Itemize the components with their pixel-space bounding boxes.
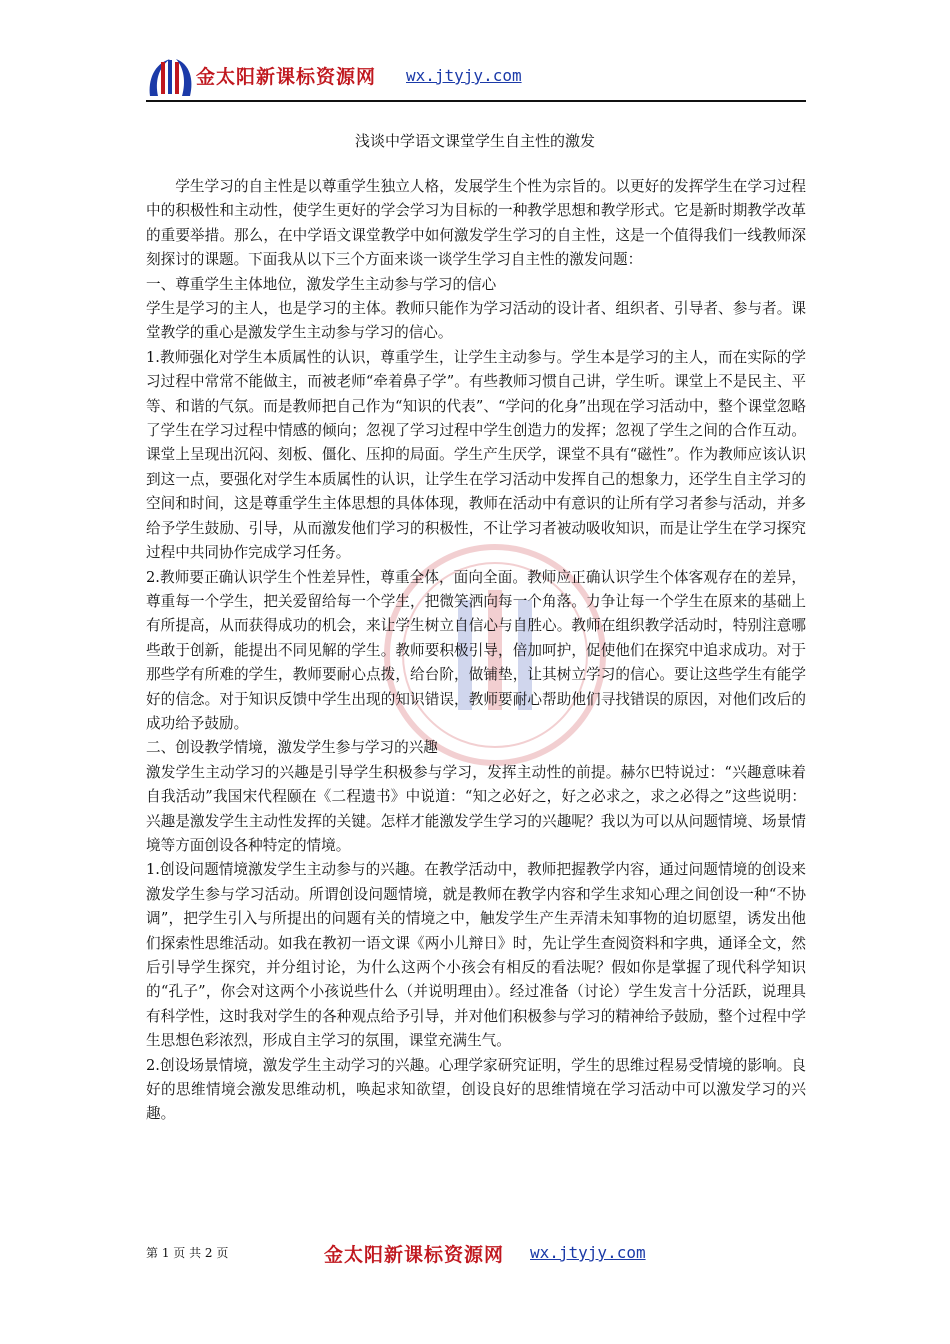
- page-footer: [146, 1238, 806, 1268]
- footer-brand-name: 金太阳新课标资源网: [324, 1244, 505, 1266]
- header-brand-name: 金太阳新课标资源网: [196, 66, 377, 88]
- document-body: [146, 175, 806, 1127]
- header-rule: [146, 100, 806, 102]
- body-paragraph: 激发学生主动学习的兴趣是引导学生积极参与学习，发挥主动性的前提。赫尔巴特说过：“兴趣意味着自我活动”我国宋代程颐在《二程遗书》中说道：“知之必好之，好之必求之，求之必得之”这些说明：兴趣是激发学生主动性发挥的关键。怎样才能激发学生学习的兴趣呢？我以为可以从问题情境、场景情境等方面创设各种特定的情境。: [146, 763, 806, 854]
- body-paragraph: 学生是学习的主人，也是学习的主体。教师只能作为学习活动的设计者、组织者、引导者、参与者。课堂教学的重心是激发学生主动参与学习的信心。: [146, 300, 806, 342]
- body-paragraph: 1.教师强化对学生本质属性的认识，尊重学生，让学生主动参与。学生本是学习的主人，而在实际的学习过程中常常不能做主，而被老师“牵着鼻子学”。有些教师习惯自己讲，学生听。课堂上不是民主、平等、和谐的气氛。而是教师把自己作为“知识的代表”、“学问的化身”出现在学习活动中，整个课堂忽略了学生在学习过程中情感的倾向；忽视了学习过程中学生创造力的发挥；忽视了学生之间的合作互动。课堂上呈现出沉闷、刻板、僵化、压抑的局面。学生产生厌学，课堂不具有“磁性”。作为教师应该认识到这一点，要强化对学生本质属性的认识，让学生在学习活动中发挥自己的想象力，还学生自主学习的空间和时间，这是尊重学生主体思想的具体体现，教师在活动中有意识的让所有学习者参与活动，并多给予学生鼓励、引导，从而激发他们学习的积极性，不让学习者被动吸收知识，而是让学生在学习探究过程中共同协作完成学习任务。: [146, 348, 806, 562]
- document-title: 浅谈中学语文课堂学生自主性的激发: [354, 132, 595, 150]
- body-paragraph: 1.创设问题情境激发学生主动参与的兴趣。在教学活动中，教师把握教学内容，通过问题情境的创设来激发学生参与学习活动。所谓创设问题情境，就是教师在教学内容和学生求知心理之间创设一种“不协调”，把学生引入与所提出的问题有关的情境之中，触发学生产生弄清未知事物的迫切愿望，诱发出他们探索性思维活动。如我在教初一语文课《两小儿辩日》时，先让学生查阅资料和字典，通译全文，然后引导学生探究，并分组讨论，为什么这两个小孩会有相反的看法呢？假如你是掌握了现代科学知识的“孔子”，你会对这两个小孩说些什么（并说明理由）。经过准备（讨论）学生发言十分活跃，说理具有科学性，这时我对学生的各种观点给予引导，并对他们积极参与学习的精神给予鼓励，整个过程中学生思想色彩浓烈，形成自主学习的氛围，课堂充满生气。: [146, 861, 806, 1050]
- jtyjy-logo-icon: [146, 56, 194, 98]
- footer-site-link[interactable]: wx.jtyjy.com: [530, 1243, 646, 1262]
- header-site-link[interactable]: wx.jtyjy.com: [406, 66, 522, 85]
- section-heading-2: 二、创设教学情境，激发学生参与学习的兴趣: [146, 739, 438, 757]
- section-heading-1: 一、尊重学生主体地位，激发学生主动参与学习的信心: [146, 275, 497, 293]
- page-number: 第 1 页 共 2 页: [146, 1246, 229, 1260]
- intro-paragraph: 学生学习的自主性是以尊重学生独立人格，发展学生个性为宗旨的。以更好的发挥学生在学习过程中的积极性和主动性，使学生更好的学会学习为目标的一种教学思想和教学形式。它是新时期教学改革的重要举措。那么，在中学语文课堂教学中如何激发学生学习的自主性，这是一个值得我们一线教师深刻探讨的课题。下面我从以下三个方面来谈一谈学生学习自主性的激发问题：: [146, 178, 806, 269]
- page-header: [146, 52, 806, 102]
- body-paragraph: 2.创设场景情境，激发学生主动学习的兴趣。心理学家研究证明，学生的思维过程易受情境的影响。良好的思维情境会激发思维动机，唤起求知欲望，创设良好的思维情境在学习活动中可以激发学习的兴趣。: [146, 1056, 806, 1123]
- body-paragraph: 2.教师要正确认识学生个性差异性，尊重全体，面向全面。教师应正确认识学生个体客观存在的差异，尊重每一个学生，把关爱留给每一个学生，把微笑洒向每一个角落。力争让每一个学生在原来的基础上有所提高，从而获得成功的机会，来让学生树立自信心与自胜心。教师在组织教学活动时，特别注意哪些敢于创新，能提出不同见解的学生。教师要积极引导，倍加呵护，促使他们在探究中追求成功。对于那些学有所难的学生，教师要耐心点拨，给台阶，做铺垫，让其树立学习的信心。要让这些学生有能学好的信念。对于知识反馈中学生出现的知识错误，教师要耐心帮助他们寻找错误的原因，对他们改后的成功给予鼓励。: [146, 568, 806, 732]
